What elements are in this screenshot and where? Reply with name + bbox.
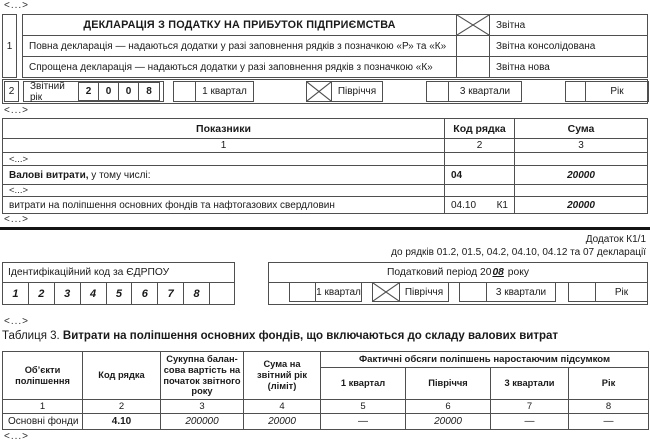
code-value: 04.10 (451, 199, 477, 211)
gross-expenses-row (3, 166, 648, 185)
column-number-row (3, 139, 648, 153)
period-option-q1 (173, 81, 254, 102)
checkbox-year[interactable] (566, 82, 586, 101)
edrpou-box (2, 262, 235, 305)
edrpou-digit: 4 (81, 283, 107, 304)
omitted-marker: <...> (4, 431, 30, 442)
gross-expenses-sum: 20000 (515, 166, 648, 185)
period-label: Рік (614, 286, 629, 298)
row-code: 4.10 (83, 414, 161, 430)
improvement-expenses-label: витрати на поліпшення основних фондів та нафтогазових свердловин (3, 197, 445, 214)
improvement-expenses-sum: 20000 (515, 197, 648, 214)
edrpou-digit: 2 (29, 283, 55, 304)
edrpou-digit-cells (3, 283, 234, 304)
checkbox-zvitna-konsolidovana[interactable] (457, 36, 490, 57)
group-header-actual-volumes: Фактичні обсяги поліпшень наростаючим підсумком (321, 352, 649, 368)
indicators-table (2, 118, 648, 214)
sub-header-q1: 1 квартал (321, 368, 406, 400)
col-num: 1 (3, 139, 445, 153)
checkbox-3quarters[interactable] (460, 283, 487, 301)
col-header-code: Код рядка (445, 119, 515, 139)
declaration-title: ДЕКЛАРАЦІЯ З ПОДАТКУ НА ПРИБУТОК ПІДПРИЄМСТВА (23, 15, 457, 36)
period-option-halfyear (306, 81, 383, 102)
identification-period-section (2, 262, 648, 305)
edrpou-digit: 8 (184, 283, 210, 304)
code-mark-k1: К1 (496, 199, 508, 211)
omitted-marker: <...> (4, 0, 30, 11)
tax-period-prefix: Податковий період 20 (386, 267, 492, 278)
object-name: Основні фонди (3, 414, 83, 430)
omitted-row (3, 153, 648, 166)
period-label: Півріччя (337, 86, 377, 97)
checkbox-q1[interactable] (290, 283, 316, 301)
omitted-marker: <...> (4, 105, 30, 116)
checkbox-3quarters[interactable] (427, 82, 449, 101)
year-digit: 0 (99, 83, 119, 100)
checkbox-zvitna[interactable] (457, 15, 490, 36)
edrpou-digit: 3 (55, 283, 81, 304)
caption-bold: Витрати на поліпшення основних фондів, що включаються до складу валових витрат (59, 330, 559, 342)
appendix-rows-reference: до рядків 01.2, 01.5, 04.2, 04.10, 04.12 та 07 декларації (391, 247, 646, 258)
report-type-label: Звітна нова (490, 57, 648, 78)
tax-period-options (269, 283, 647, 304)
col-header-sum: Сума (515, 119, 648, 139)
table-row (23, 36, 648, 57)
col-num: 4 (244, 400, 321, 414)
period-label: Півріччя (404, 286, 444, 298)
x-mark-icon (373, 283, 399, 301)
checkbox-year[interactable] (569, 283, 596, 301)
section-divider-rule (0, 227, 650, 230)
omitted-row (3, 185, 648, 197)
edrpou-digit: 5 (107, 283, 133, 304)
col-num: 6 (406, 400, 491, 414)
tax-period-year: 08 (492, 267, 504, 278)
period-label: 3 квартали (495, 286, 547, 298)
edrpou-digit: 1 (3, 283, 29, 304)
period-option-q1 (289, 283, 362, 302)
tax-period-title (269, 263, 647, 283)
year-digit: 8 (146, 86, 152, 97)
gross-expenses-code: 04 (445, 166, 515, 185)
edrpou-digit: 6 (132, 283, 158, 304)
edrpou-digit: 7 (158, 283, 184, 304)
checkbox-zvitna-nova[interactable] (457, 57, 490, 78)
3quarters-value: — (491, 414, 569, 430)
table-header-row (3, 119, 648, 139)
column-number-row (3, 400, 649, 414)
reporting-year-label: Звітний рік (30, 80, 65, 103)
reporting-year-box (23, 81, 164, 102)
period-label: 1 квартал (202, 86, 247, 97)
row-number-2: 2 (4, 81, 19, 102)
year-digit: 0 (119, 83, 139, 100)
sub-header-3quarters: 3 квартали (491, 368, 569, 400)
col-num: 2 (83, 400, 161, 414)
year-digit: 2 (79, 83, 99, 100)
simplified-declaration-text: Спрощена декларація — надаються додатки у разі заповнення рядків з позначкою «К» (23, 57, 457, 78)
tax-period-suffix: року (507, 267, 530, 278)
edrpou-title: Ідентифікаційний код за ЄДРПОУ (3, 263, 234, 283)
appendix-reference (391, 233, 646, 259)
fixed-assets-row (3, 414, 649, 430)
improvement-expenses-code (445, 197, 515, 214)
balance-value: 200000 (161, 414, 244, 430)
declaration-header-section (2, 14, 648, 78)
x-mark-icon (307, 82, 331, 101)
label-bold-part: Валові витрати, (9, 169, 89, 181)
col-num: 7 (491, 400, 569, 414)
col-header-code: Код рядка (83, 352, 161, 400)
period-label: 3 квартали (459, 86, 511, 97)
q1-value: — (321, 414, 406, 430)
year-limit: 20000 (244, 414, 321, 430)
col-num: 1 (3, 400, 83, 414)
x-mark-icon (457, 15, 489, 35)
period-label: Рік (610, 86, 624, 97)
col-num: 3 (515, 139, 648, 153)
period-option-3quarters (426, 81, 522, 102)
period-option-halfyear (372, 283, 449, 302)
report-type-label: Звітна (490, 15, 648, 36)
omitted-marker: <...> (4, 316, 30, 327)
gross-expenses-label (3, 166, 445, 185)
table-header-row (3, 352, 649, 368)
col-num: 5 (321, 400, 406, 414)
tax-period-box (268, 262, 648, 305)
period-option-year (565, 81, 649, 102)
col-num: 3 (161, 400, 244, 414)
table3-caption (2, 330, 558, 342)
col-header-balance-value: Сукупна балан-сова вартість на початок звітного року (161, 352, 244, 400)
col-header-objects: Об’єкти поліпшення (3, 352, 83, 400)
year-digit-cells (78, 82, 160, 101)
year-value: — (569, 414, 649, 430)
improvements-table (2, 351, 649, 430)
table-row (23, 57, 648, 78)
row-number-1: 1 (2, 14, 17, 78)
report-type-label: Звітна консолідована (490, 36, 648, 57)
col-header-year-limit: Сума на звітний рік (ліміт) (244, 352, 321, 400)
period-option-3quarters (459, 283, 556, 302)
improvement-expenses-row (3, 197, 648, 214)
checkbox-halfyear[interactable] (307, 82, 332, 101)
sub-header-halfyear: Півріччя (406, 368, 491, 400)
checkbox-halfyear[interactable] (373, 283, 400, 301)
full-declaration-text: Повна декларація — надаються додатки у разі заповнення рядків з позначкою «Р» та «К» (23, 36, 457, 57)
table-row (23, 15, 648, 36)
halfyear-value: 20000 (406, 414, 491, 430)
col-header-indicators: Показники (3, 119, 445, 139)
declaration-type-table (22, 14, 648, 78)
sub-header-year: Рік (569, 368, 649, 400)
period-option-year (568, 283, 648, 302)
caption-prefix: Таблиця 3. (2, 330, 60, 342)
checkbox-q1[interactable] (174, 82, 196, 101)
col-num: 8 (569, 400, 649, 414)
omitted-marker: <...> (4, 214, 30, 225)
col-num: 2 (445, 139, 515, 153)
edrpou-empty-cell (210, 283, 234, 304)
omitted-marker: <...> (3, 185, 445, 197)
reporting-year-section (2, 79, 648, 104)
period-label: 1 квартал (316, 286, 361, 298)
omitted-marker: <...> (3, 153, 445, 166)
label-rest: у тому числі: (88, 169, 151, 181)
appendix-title: Додаток К1/1 (585, 234, 646, 245)
